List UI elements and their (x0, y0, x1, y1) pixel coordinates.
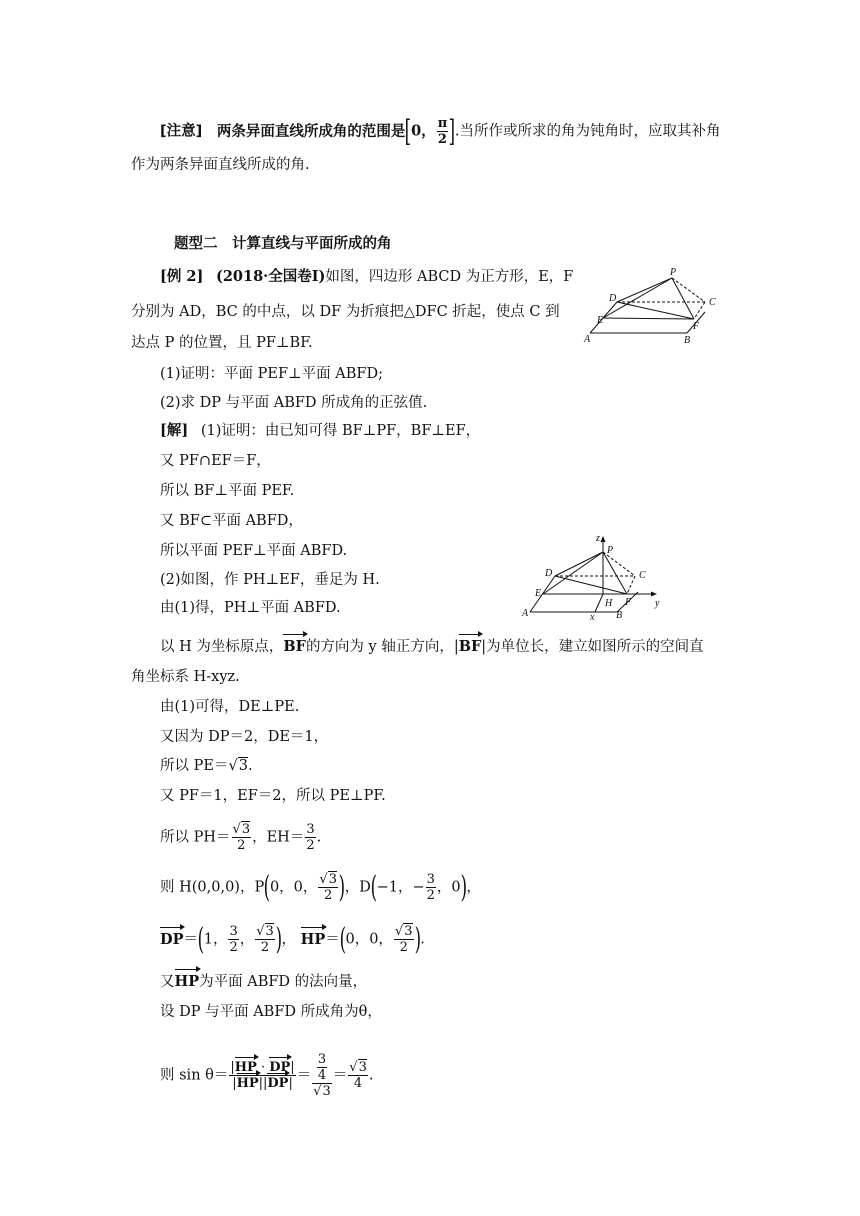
solution-line-12: 所以 PE＝√3. (160, 758, 253, 774)
solution-line-15: 则 H(0,0,0)，P(0，0， $\frac{√3}{2}$ )，D(−1，− $\frac{3}{2}$ ，0)， (160, 869, 481, 905)
note-text-b: .当所作或所求的角为钝角时，应取其补角 (454, 123, 721, 140)
fig1-label-b: B (684, 335, 691, 346)
solution-line-8: 以 H 为坐标原点，BF的方向为 y 轴正方向，|BF|为单位长，建立如图所示的空间直 (160, 638, 704, 655)
fraction-sin-2: $\frac{\frac{3}{4}}{√3}$ (313, 1052, 331, 1099)
fraction-ph: $\frac{√3}{2}$ (232, 822, 251, 853)
solution-line-18: 设 DP 与平面 ABFD 所成角为θ， (160, 1004, 382, 1020)
solution-line-4: 又 BF⊂平面 ABFD， (160, 513, 303, 529)
fraction-sin-1: $\frac{|HP \cdot DP|}{|HP||DP|}$ (230, 1060, 295, 1091)
fig2-label-b: B (616, 610, 623, 621)
section-title: 题型二 计算直线与平面所成的角 (174, 236, 392, 252)
solution-line-17: 又HP为平面 ABFD 的法向量， (160, 973, 368, 990)
example-line-1 (160, 267, 573, 287)
fig2-label-h: H (605, 598, 613, 609)
example-text-1: 如图，四边形 ABCD 为正方形，E，F (325, 269, 574, 285)
fig2-label-e: E (535, 588, 542, 599)
figure-folded-square (580, 265, 730, 349)
interval-left: 0， (411, 122, 436, 140)
fig2-label-a: A (522, 608, 529, 619)
solution-line-3: 所以 BF⊥平面 PEF. (160, 483, 295, 499)
solution-label: [解] (160, 422, 189, 439)
solution-line-11: 又因为 DP＝2，DE＝1， (160, 729, 329, 745)
solution-line-13: 又 PF＝1，EF＝2，所以 PE⊥PF. (160, 788, 386, 804)
example-line-3: 达点 P 的位置，且 PF⊥BF. (131, 335, 313, 351)
solution-line-1: [解] (1)证明：由已知可得 BF⊥PF，BF⊥EF， (160, 422, 481, 439)
figure-coordinate-system (515, 532, 665, 622)
example-source: (2018·全国卷Ⅰ) (215, 268, 326, 285)
interval-fraction: $\frac{\pi}{2}$ (437, 116, 448, 147)
solution-line-19: 则 sin θ＝ $\frac{|HP \cdot DP|}{|HP||DP|}$ ＝ $\frac{\frac{3}{4}}{√3}$ ＝ $\frac{√3}{4}$ . (160, 1052, 374, 1099)
fraction-eh: $\frac{3}{2}$ (306, 822, 315, 853)
note-label: [注意] (160, 123, 203, 140)
solution-line-7: 由(1)得，PH⊥平面 ABFD. (160, 600, 341, 616)
note-text-a: 两条异面直线所成角的范围是 (216, 123, 406, 140)
solution-line-14: 所以 PH＝ $\frac{√3}{2}$ ，EH＝ $\frac{3}{2}$ . (160, 822, 322, 853)
vector-bf: BF (283, 638, 306, 655)
note-line-2: 作为两条异面直线所成的角. (131, 157, 310, 173)
vector-hp: HP (300, 930, 326, 948)
fraction-sin-3: $\frac{√3}{4}$ (349, 1060, 367, 1091)
fig2-label-c: C (639, 570, 646, 581)
fig1-label-p: P (670, 267, 677, 278)
fig2-label-f: F (625, 597, 632, 608)
fig2-label-p: P (607, 545, 614, 556)
vector-dp: DP (160, 930, 184, 948)
fig1-label-f: F (693, 321, 700, 332)
solution-line-6: (2)如图，作 PH⊥EF，垂足为 H. (160, 572, 380, 588)
fig2-label-y: y (655, 598, 660, 609)
vector-hp-normal: HP (174, 973, 200, 990)
question-1: (1)证明：平面 PEF⊥平面 ABFD; (160, 366, 383, 382)
fig1-label-a: A (584, 334, 591, 345)
question-2: (2)求 DP 与平面 ABFD 所成角的正弦值. (160, 395, 428, 411)
fig2-label-z: z (596, 533, 600, 544)
solution-line-9: 角坐标系 H-xyz. (131, 669, 240, 685)
solution-line-10: 由(1)可得，DE⊥PE. (160, 699, 300, 715)
note-line-1: [注意] 两条异面直线所成角的范围是[0， $\frac{\pi}{2}$ ].当所作或所求的角为钝角时，应取其补角 (160, 113, 721, 149)
fig2-label-x: x (590, 612, 595, 622)
solution-line-2: 又 PF∩EF＝F， (160, 453, 271, 469)
example-label: [例 2] (160, 268, 204, 285)
fig1-label-d: D (609, 293, 617, 304)
fig2-label-d: D (545, 568, 553, 579)
fig1-label-e: E (597, 315, 604, 326)
example-line-2: 分别为 AD，BC 的中点，以 DF 为折痕把△DFC 折起，使点 C 到 (131, 304, 560, 320)
fig1-label-c: C (709, 297, 716, 308)
vector-bf-2: BF (458, 638, 482, 655)
solution-line-16: DP＝(1， $\frac{3}{2}$ ， $\frac{√3}{2}$ )， HP＝(0，0， $\frac{√3}{2}$ ). (160, 921, 425, 957)
solution-line-5: 所以平面 PEF⊥平面 ABFD. (160, 543, 348, 559)
